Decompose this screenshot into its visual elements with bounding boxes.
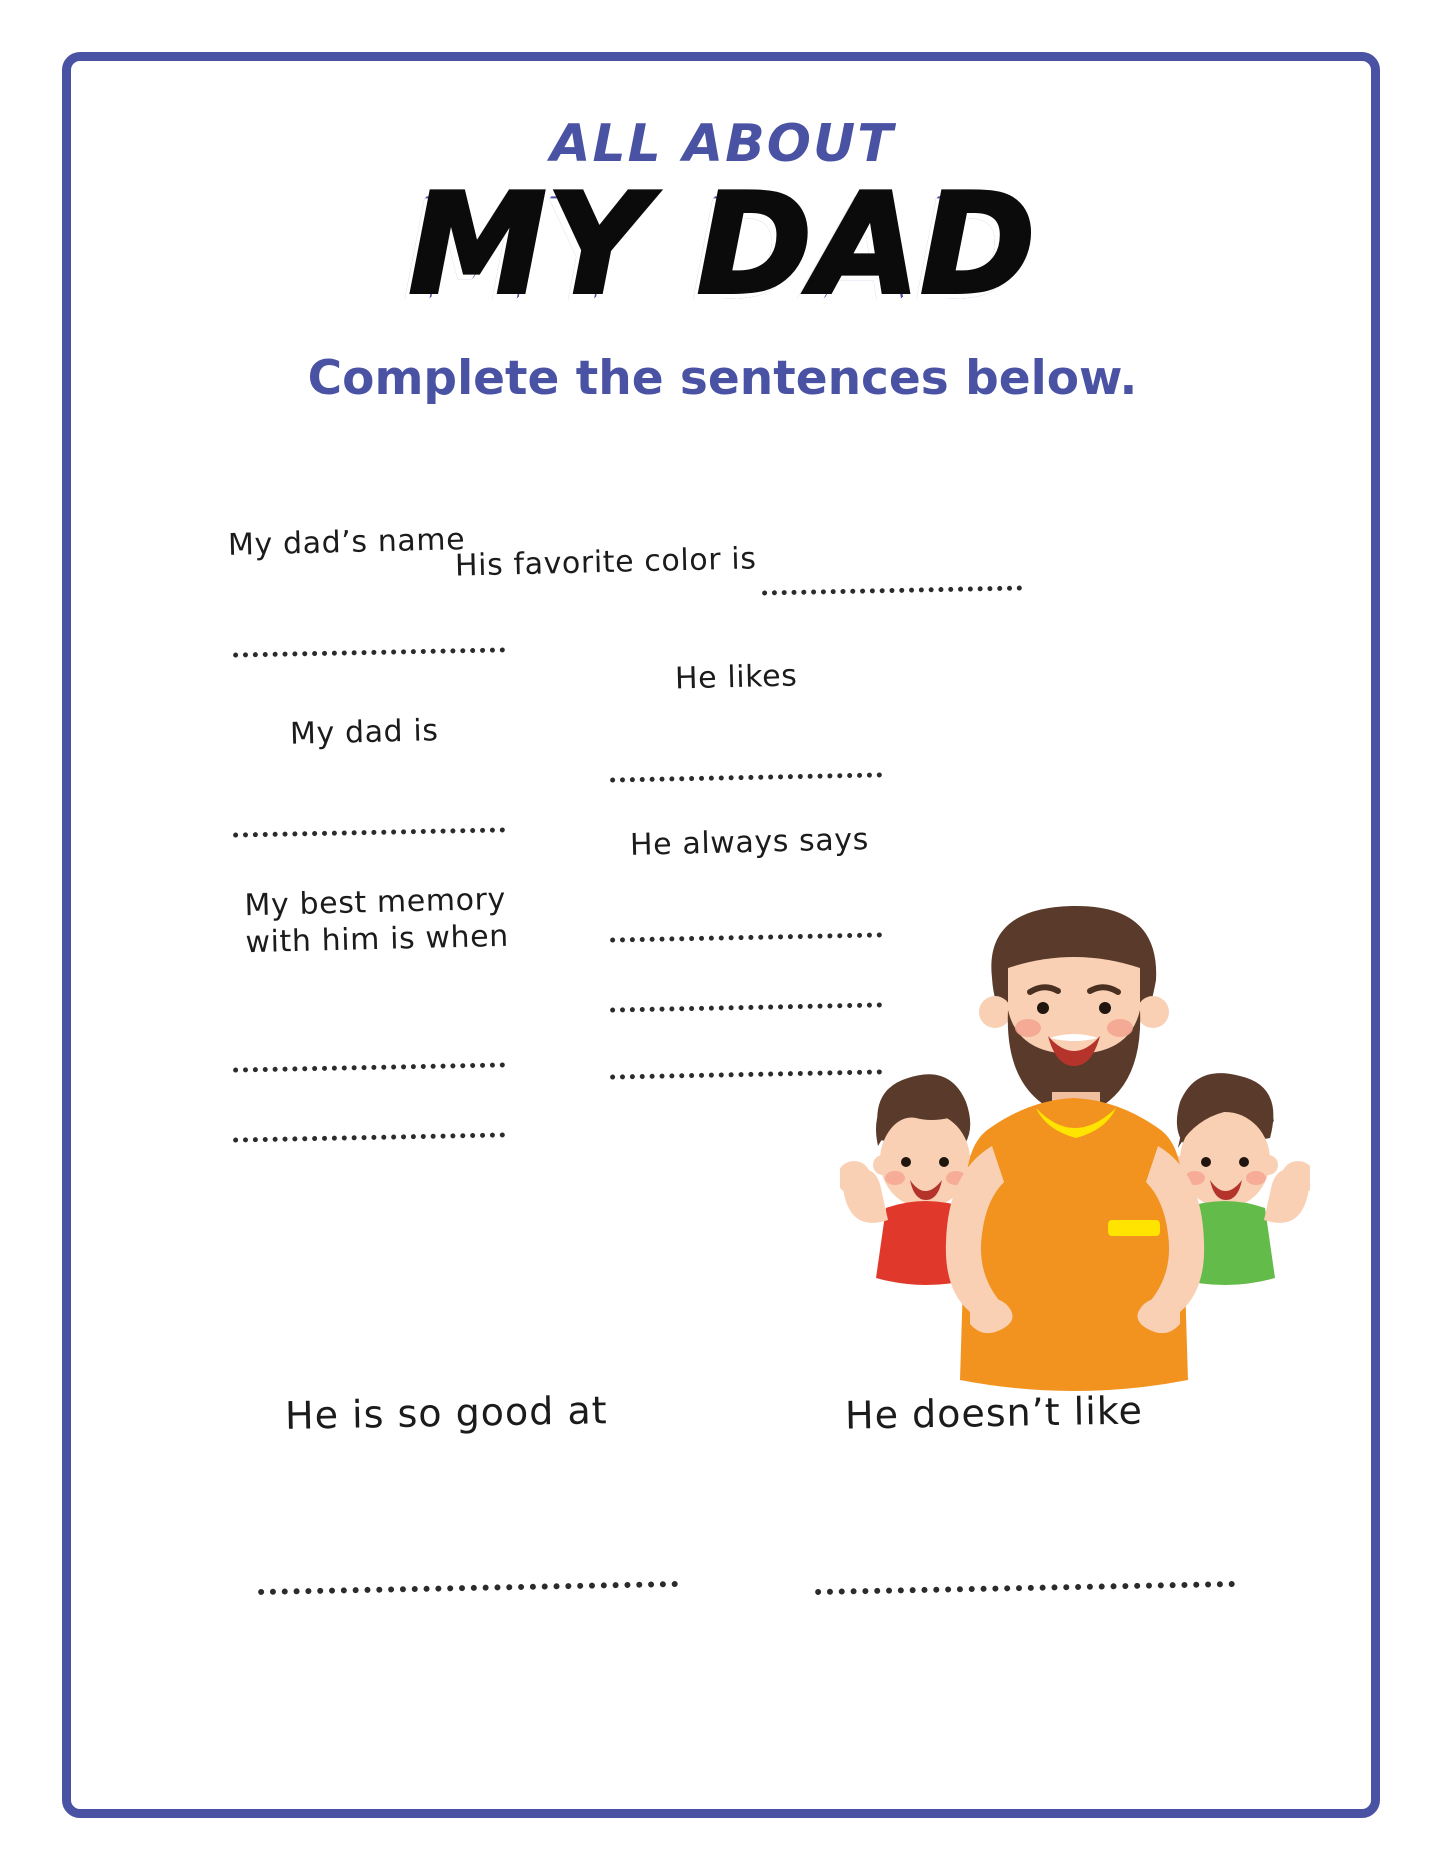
prompt-favorite-color: His favorite color is bbox=[454, 541, 757, 584]
prompt-best-memory: My best memory with him is when bbox=[244, 881, 510, 960]
prompt-he-likes: He likes bbox=[674, 658, 798, 697]
page-title-line-1: ALL ABOUT bbox=[550, 114, 895, 174]
page-subtitle: Complete the sentences below. bbox=[307, 351, 1138, 406]
prompt-my-dad-is: My dad is bbox=[289, 713, 439, 752]
prompt-good-at: He is so good at bbox=[284, 1388, 608, 1438]
prompt-doesnt-like: He doesn’t like bbox=[844, 1388, 1144, 1438]
dad-with-two-kids-illustration bbox=[840, 860, 1310, 1430]
prompt-dads-name: My dad’s name bbox=[227, 522, 466, 563]
page-title-line-2: MY DAD bbox=[408, 164, 1037, 325]
prompt-he-always-says: He always says bbox=[629, 822, 870, 863]
